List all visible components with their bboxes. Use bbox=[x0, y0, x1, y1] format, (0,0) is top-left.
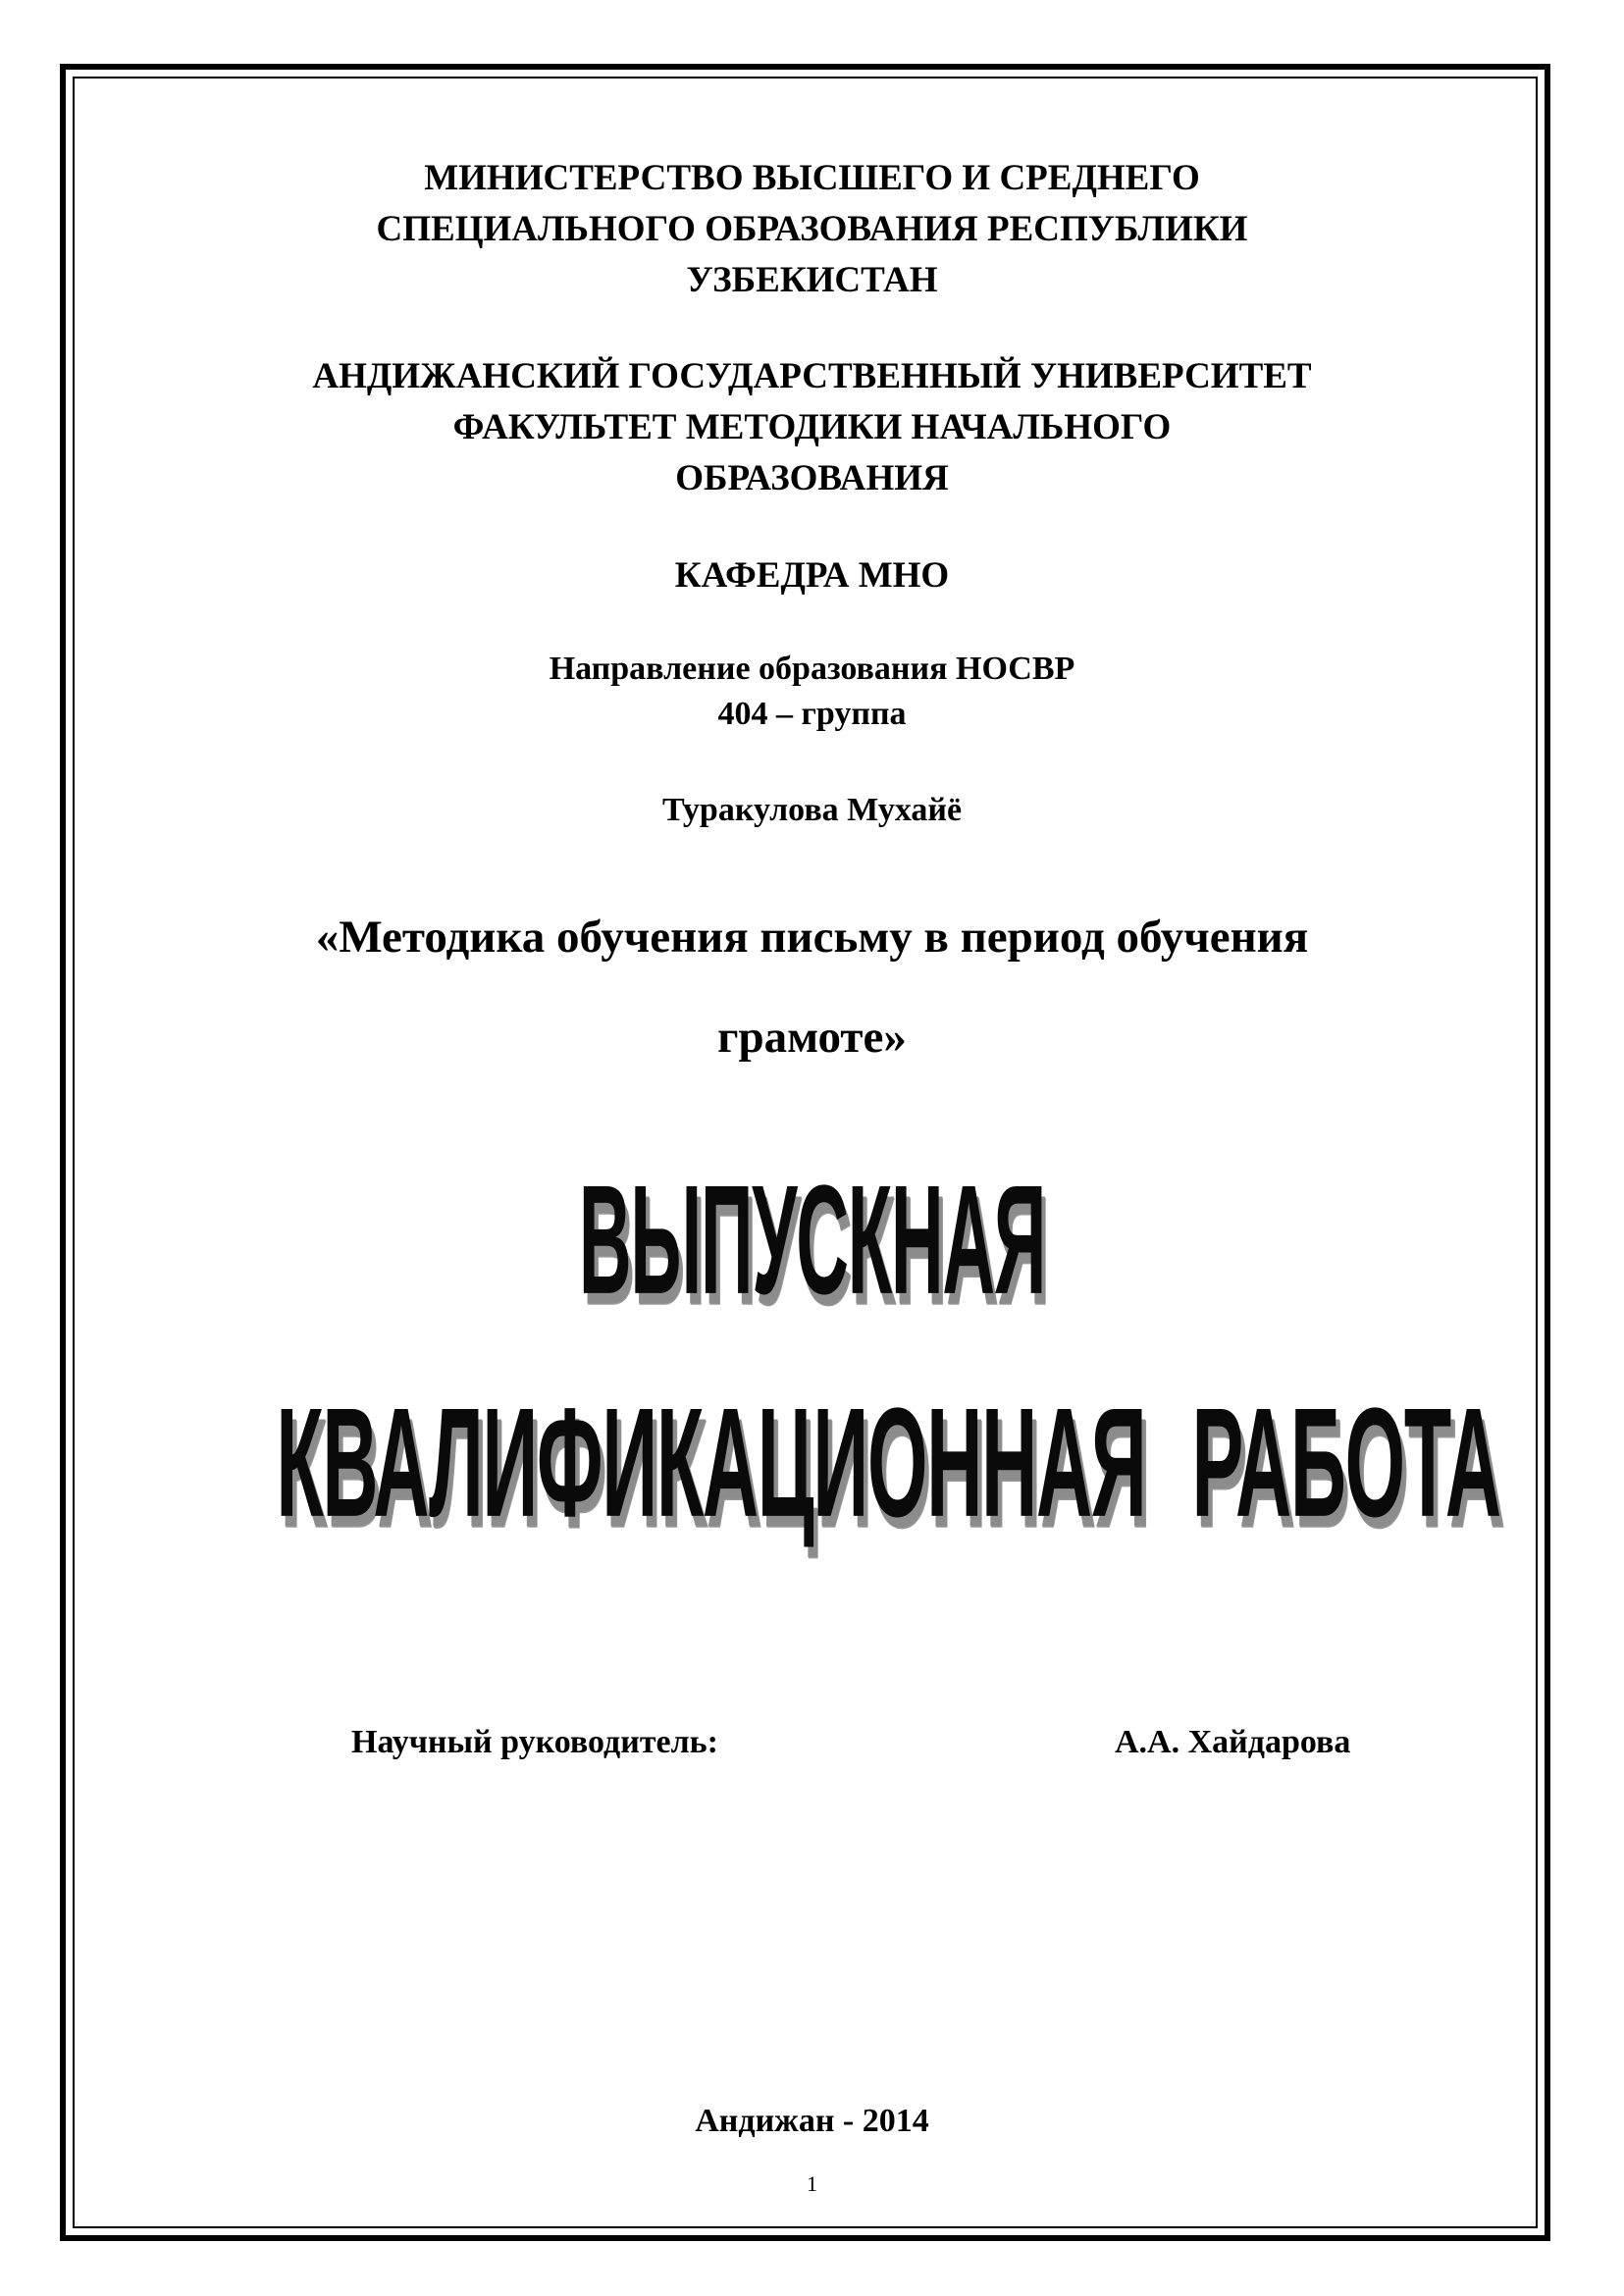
supervisor-name: А.А. Хайдарова bbox=[1115, 1724, 1351, 1760]
study-group: 404 – группа bbox=[717, 696, 907, 732]
ministry-line-3: УЗБЕКИСТАН bbox=[686, 260, 938, 300]
supervisor-label: Научный руководитель: bbox=[351, 1724, 718, 1760]
work-type-line-1: ВЫПУСКНАЯ bbox=[578, 1153, 1046, 1328]
ministry-line-2: СПЕЦИАЛЬНОГО ОБРАЗОВАНИЯ РЕСПУБЛИКИ bbox=[376, 209, 1248, 249]
university-line-3: ОБРАЗОВАНИЯ bbox=[675, 458, 949, 498]
university-line-1: АНДИЖАНСКИЙ ГОСУДАРСТВЕННЫЙ УНИВЕРСИТЕТ bbox=[312, 356, 1312, 396]
city-year: Андижан - 2014 bbox=[695, 2103, 929, 2139]
page-number: 1 bbox=[807, 2171, 817, 2196]
work-type-line-2: КВАЛИФИКАЦИОННАЯ РАБОТА bbox=[276, 1376, 1500, 1550]
thesis-topic-line-1: «Методика обучения письму в период обучения bbox=[315, 912, 1309, 963]
study-direction: Направление образования НОСВР bbox=[549, 651, 1075, 687]
department: КАФЕДРА МНО bbox=[674, 555, 950, 596]
university-line-2: ФАКУЛЬТЕТ МЕТОДИКИ НАЧАЛЬНОГО bbox=[452, 407, 1172, 447]
author-name: Туракулова Мухайё bbox=[661, 792, 963, 828]
ministry-line-1: МИНИСТЕРСТВО ВЫСШЕГО И СРЕДНЕГО bbox=[424, 158, 1200, 198]
thesis-topic-line-2: грамоте» bbox=[717, 1012, 907, 1063]
